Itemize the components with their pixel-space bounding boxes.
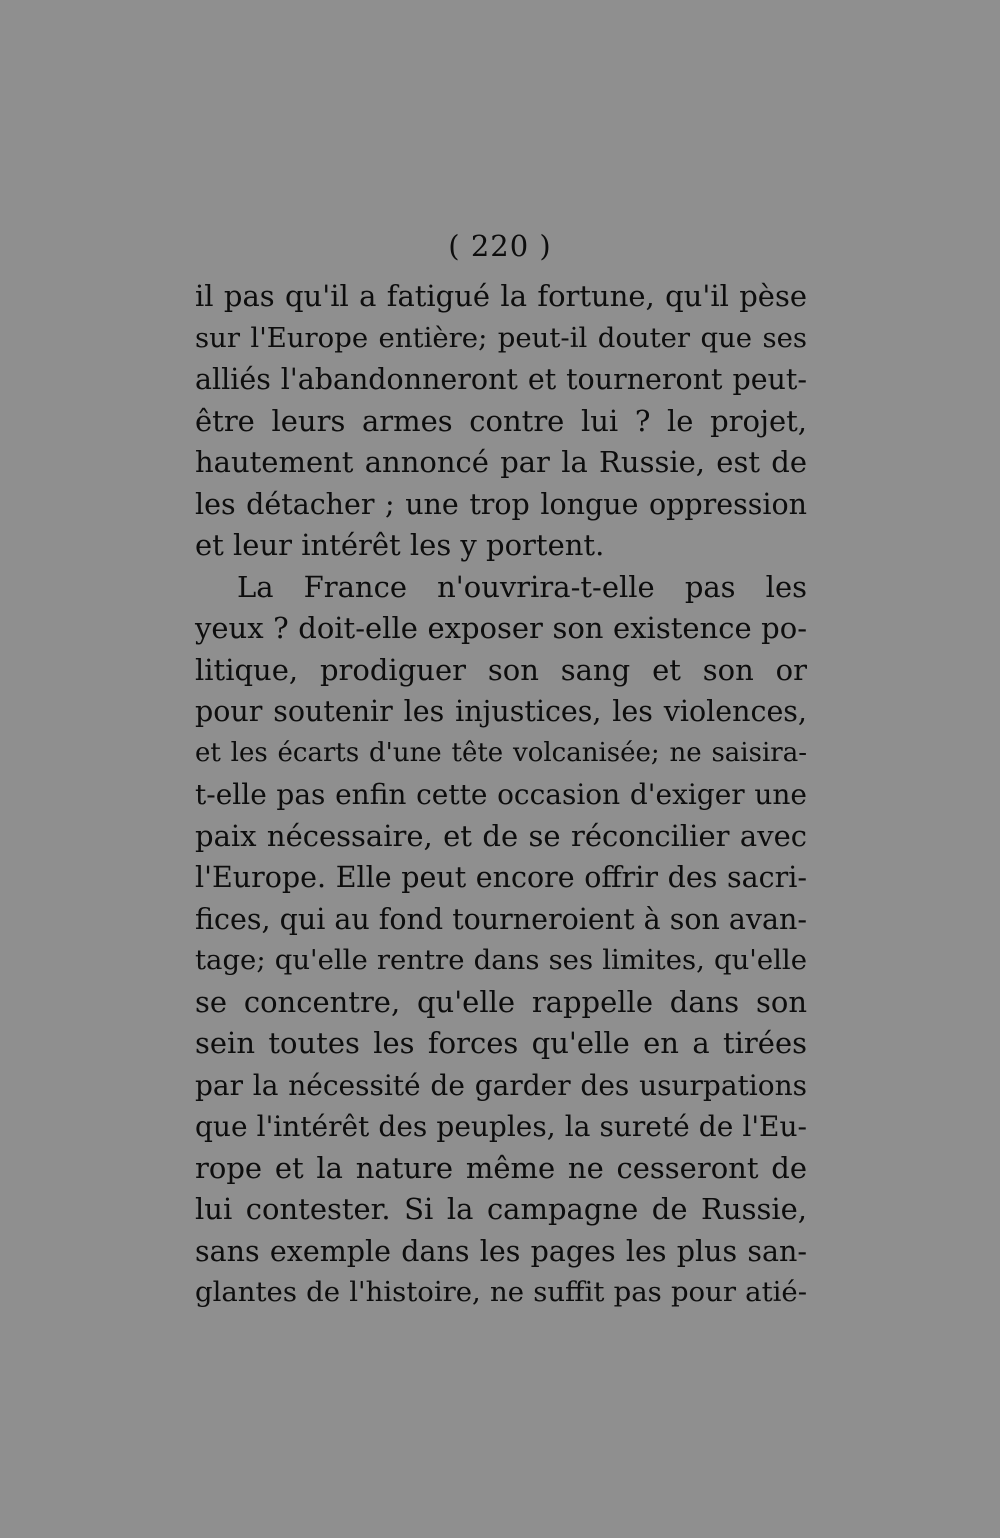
- text-line: fices, qui au fond tourneroient à son avan-: [195, 902, 807, 936]
- text-line: hautement annoncé par la Russie, est de: [195, 445, 807, 479]
- page-number: ( 220 ): [448, 229, 552, 263]
- text-line: que l'intérêt des peuples, la sureté de l'Eu-: [195, 1110, 807, 1143]
- text-line: et les écarts d'une tête volcanisée; ne saisira-: [195, 737, 807, 768]
- text-line: alliés l'abandonneront et tourneront peut-: [195, 363, 807, 396]
- text-line: lui contester. Si la campagne de Russie,: [195, 1192, 807, 1226]
- text-line: sur l'Europe entière; peut-il douter que ses: [195, 321, 807, 354]
- text-line: il pas qu'il a fatigué la fortune, qu'il pèse: [195, 279, 807, 313]
- text-line: par la nécessité de garder des usurpations: [195, 1068, 807, 1102]
- text-line: l'Europe. Elle peut encore offrir des sacri-: [195, 861, 807, 894]
- text-line: rope et la nature même ne cesseront de: [195, 1150, 807, 1185]
- text-line: être leurs armes contre lui ? le projet,: [195, 403, 807, 438]
- text-line: yeux ? doit-elle exposer son existence po-: [195, 611, 807, 645]
- text-line: se concentre, qu'elle rappelle dans son: [195, 984, 807, 1019]
- text-line: sein toutes les forces qu'elle en a tirées: [195, 1026, 807, 1060]
- text-line: litique, prodiguer son sang et son or: [195, 652, 807, 687]
- text-line: La France n'ouvrira-t-elle pas les: [237, 569, 807, 604]
- text-line: t-elle pas enfin cette occasion d'exiger une: [195, 778, 807, 811]
- text-line: glantes de l'histoire, ne suffit pas pour atié-: [195, 1276, 807, 1308]
- text-line: les détacher ; une trop longue oppression: [195, 487, 807, 521]
- text-line: et leur intérêt les y portent.: [195, 528, 605, 562]
- text-line: tage; qu'elle rentre dans ses limites, qu'elle: [195, 944, 807, 976]
- text-line: paix nécessaire, et de se réconcilier avec: [195, 818, 807, 853]
- body-text: [195, 276, 807, 1314]
- text-line: pour soutenir les injustices, les violences,: [195, 695, 807, 728]
- text-line: sans exemple dans les pages les plus san-: [195, 1234, 807, 1268]
